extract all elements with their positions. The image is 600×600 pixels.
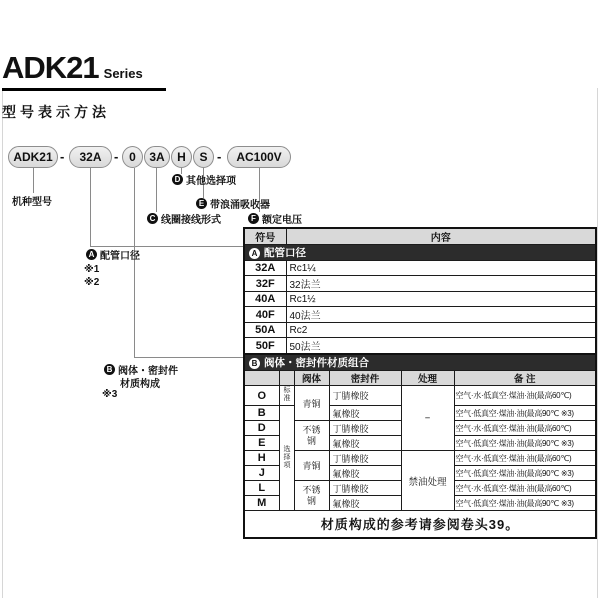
circle-b-icon: B [104,364,115,375]
table-b-header-blank [244,371,279,386]
table-b-section-bar [244,354,596,371]
circle-a-icon: A [86,249,97,260]
model-separator: - [60,149,65,164]
model-separator: - [217,149,222,164]
callout-base [12,193,52,208]
page-edge-right [597,88,598,598]
circle-d-icon: D [172,174,183,185]
material-code: L [244,481,279,496]
bore-code: 32F [244,276,286,292]
seal-material: 氟橡胶 [329,436,401,451]
bore-content: 40法兰 [286,307,596,323]
table-b-section-title: 阀体・密封件材质组合 [264,357,369,369]
callout-c-label: 线圈接线形式 [161,215,221,226]
callout-bore [86,247,140,262]
table-b-footer-row [244,511,596,538]
callout-b-label-2: 材质构成 [120,379,160,390]
treatment-none: − [401,386,454,451]
connector-body-h [134,357,243,358]
body-material-label: 不锈钢 [302,485,321,506]
footnote-3: ※3 [102,389,118,400]
connector-coil [156,168,157,212]
callout-voltage [248,211,302,226]
bore-content: Rc1¼ [286,261,596,276]
seal-material: 氟橡胶 [329,496,401,511]
group-optional [279,406,294,511]
remarks: 空气·低真空·煤油·油(最高90℃ ※3) [454,466,596,481]
table-a-header-content: 内容 [286,228,596,245]
section-heading: 型号表示方法 [2,104,110,120]
material-code: M [244,496,279,511]
material-code: J [244,466,279,481]
callout-b-label-1: 阀体・密封件 [118,366,178,377]
body-material [294,481,329,511]
table-row [244,292,596,307]
table-row [244,451,596,466]
callout-base-label: 机种型号 [12,197,52,208]
model-segment-bore: 32A [69,146,112,168]
section-b-letter-icon: B [249,358,260,369]
body-material [294,421,329,451]
remarks: 空气·水·低真空·煤油·油(最高60℃) [454,451,596,466]
table-a-section-cell [244,245,596,261]
seal-material: 丁腈橡胶 [329,386,401,406]
callout-a-label: 配管口径 [100,251,140,262]
table-b-footer-note: 材质构成的参考请参阅卷头39。 [244,511,596,538]
material-code: H [244,451,279,466]
group-standard-label: 标准 [283,386,290,402]
page-edge-left [2,88,3,598]
remarks: 空气·低真空·煤油·油(最高90℃ ※3) [454,496,596,511]
circle-c-icon: C [147,213,158,224]
material-code: B [244,406,279,421]
bore-code: 50F [244,338,286,355]
table-row [244,307,596,323]
table-a-section-bar [244,245,596,261]
table-b-header-blank [279,371,294,386]
table-a-section-title: 配管口径 [264,247,306,259]
material-combination-table [243,353,597,539]
body-material-label: 不锈钢 [302,425,321,446]
remarks: 空气·低真空·煤油·油(最高90℃ ※3) [454,436,596,451]
footnote-2: ※2 [84,277,100,288]
table-a-header-symbol: 符号 [244,228,286,245]
series-title [2,50,166,91]
model-segment-voltage: AC100V [227,146,291,168]
remarks: 空气·水·低真空·煤油·油(最高60℃) [454,421,596,436]
model-segment-coil: 3A [144,146,170,168]
series-title-text: ADK21 [2,50,99,85]
remarks: 空气·低真空·煤油·油(最高90℃ ※3) [454,406,596,421]
circle-f-icon: F [248,213,259,224]
remarks: 空气·水·低真空·煤油·油(最高60℃) [454,481,596,496]
bore-code: 40A [244,292,286,307]
model-segment-option: H [171,146,192,168]
bore-content: Rc2 [286,323,596,338]
table-row [244,323,596,338]
table-b-header-remarks: 备 注 [454,371,596,386]
connector-body [134,168,135,358]
bore-code: 40F [244,307,286,323]
model-segment-body-seal: 0 [122,146,143,168]
bore-content: 32法兰 [286,276,596,292]
seal-material: 氟橡胶 [329,466,401,481]
table-row [244,276,596,292]
bore-content: Rc1½ [286,292,596,307]
connector-base [33,168,34,193]
table-a-header-row [244,228,596,245]
table-row [244,261,596,276]
material-code: O [244,386,279,406]
model-separator: - [114,149,119,164]
material-code: E [244,436,279,451]
table-b-header-row [244,371,596,386]
callout-other-option [172,172,236,187]
footnote-1: ※1 [84,264,100,275]
series-title-suffix: Series [103,66,143,81]
bore-code: 50A [244,323,286,338]
table-b-header-treatment: 处理 [401,371,454,386]
connector-bore [90,168,91,247]
bore-code: 32A [244,261,286,276]
callout-f-label: 额定电压 [262,215,302,226]
table-row [244,338,596,355]
table-b-header-seal: 密封件 [329,371,401,386]
callout-d-label: 其他选择项 [186,176,236,187]
table-b-header-body: 阀体 [294,371,329,386]
bore-content: 50法兰 [286,338,596,355]
callout-surge [196,196,270,211]
material-code: D [244,421,279,436]
seal-material: 丁腈橡胶 [329,481,401,496]
treatment-oil-free: 禁油处理 [401,451,454,511]
seal-material: 氟橡胶 [329,406,401,421]
circle-e-icon: E [196,198,207,209]
remarks: 空气·水·低真空·煤油·油(最高60℃) [454,386,596,406]
body-material: 青铜 [294,451,329,481]
group-optional-label: 选择项 [283,444,290,469]
pipe-bore-table [243,227,597,355]
body-material: 青铜 [294,386,329,421]
table-row [244,386,596,406]
group-standard [279,386,294,406]
table-b-section-cell [244,354,596,371]
callout-e-label: 带浪涌吸收器 [210,200,270,211]
model-segment-base: ADK21 [8,146,58,168]
section-a-letter-icon: A [249,248,260,259]
callout-coil [147,211,221,226]
seal-material: 丁腈橡胶 [329,451,401,466]
model-segment-surge: S [193,146,214,168]
seal-material: 丁腈橡胶 [329,421,401,436]
